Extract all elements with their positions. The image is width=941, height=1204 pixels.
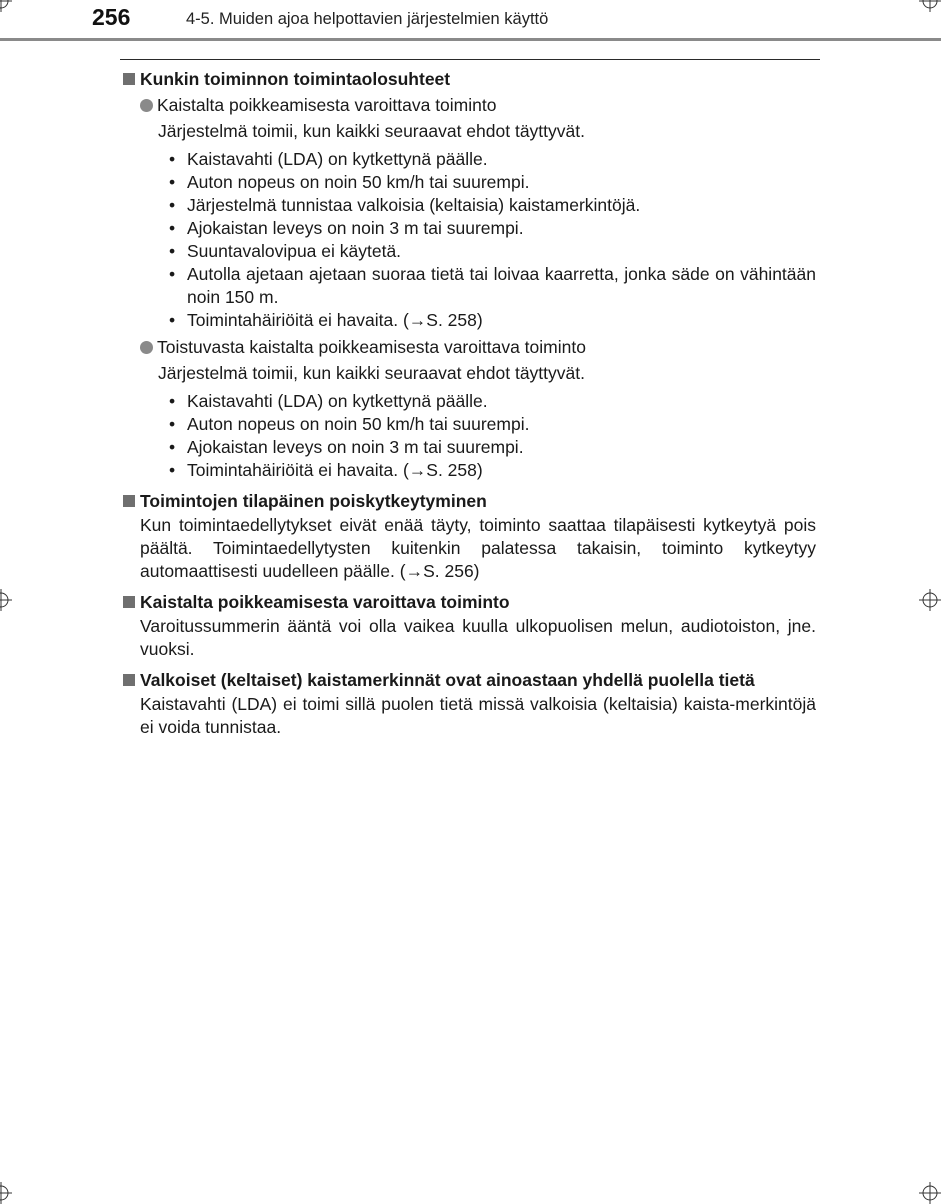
section-heading-text: Valkoiset (keltaiset) kaistamerkinnät ovat ainoastaan yhdellä puolella tietä bbox=[140, 669, 755, 690]
section-heading bbox=[122, 488, 816, 514]
section-operating-conditions bbox=[122, 66, 816, 482]
list-item: • Ajokaistan leveys on noin 3 m tai suurempi. bbox=[168, 436, 816, 459]
subsection-heading-text: Kaistalta poikkeamisesta varoittava toiminto bbox=[157, 94, 497, 115]
bullet-circle-icon bbox=[140, 341, 153, 354]
section-square-icon bbox=[123, 495, 135, 507]
section-paragraph: Kun toimintaedellytykset eivät enää täyty, toiminto saattaa tilapäisesti kytkeytyä pois päältä. Toimintaedellytysten kuitenkin palatessa takaisin, toiminto kytkeytyy automaattisesti uudelleen päälle. (→S. 256) bbox=[140, 515, 816, 581]
list-item: • Suuntavalovipua ei käytetä. bbox=[168, 240, 816, 263]
section-heading-text: Kunkin toiminnon toimintaolosuhteet bbox=[140, 68, 451, 89]
list-item: • Toimintahäiriöitä ei havaita. (→S. 258) bbox=[168, 459, 816, 482]
subsection-heading bbox=[140, 334, 816, 360]
section-paragraph: Varoitussummerin ääntä voi olla vaikea kuulla ulkopuolisen melun, audiotoiston, jne. vuoksi. bbox=[140, 616, 816, 659]
list-item: • Ajokaistan leveys on noin 3 m tai suurempi. bbox=[168, 217, 816, 240]
registration-mark-icon bbox=[919, 589, 941, 611]
section-square-icon bbox=[123, 73, 135, 85]
registration-mark-icon bbox=[919, 1182, 941, 1204]
header-divider bbox=[0, 38, 941, 41]
section-one-side-markings bbox=[122, 667, 816, 739]
subsection-heading-text: Toistuvasta kaistalta poikkeamisesta varoittava toiminto bbox=[157, 336, 586, 357]
section-square-icon bbox=[123, 674, 135, 686]
list-item: • Kaistavahti (LDA) on kytkettynä päälle. bbox=[168, 390, 816, 413]
content-top-divider bbox=[120, 59, 820, 60]
list-item: • Kaistavahti (LDA) on kytkettynä päälle. bbox=[168, 148, 816, 171]
section-heading-text: Toimintojen tilapäinen poiskytkeytyminen bbox=[140, 490, 487, 511]
registration-mark-icon bbox=[0, 589, 12, 611]
section-paragraph: Kaistavahti (LDA) ei toimi sillä puolen tietä missä valkoisia (keltaisia) kaista-merkintöjä ei voida tunnistaa. bbox=[140, 694, 816, 737]
section-temporary-disable bbox=[122, 488, 816, 583]
section-heading bbox=[122, 66, 816, 92]
list-item: • Auton nopeus on noin 50 km/h tai suurempi. bbox=[168, 171, 816, 194]
section-square-icon bbox=[123, 596, 135, 608]
subsection-heading bbox=[140, 92, 816, 118]
list-item: • Autolla ajetaan ajetaan suoraa tietä tai loivaa kaarretta, jonka säde on vähintään noin 150 m. bbox=[168, 263, 816, 309]
list-item: • Järjestelmä tunnistaa valkoisia (keltaisia) kaistamerkintöjä. bbox=[168, 194, 816, 217]
page-number: 256 bbox=[92, 4, 131, 30]
section-heading bbox=[122, 667, 816, 693]
condition-list bbox=[168, 390, 816, 482]
condition-list bbox=[168, 148, 816, 332]
list-item: • Auton nopeus on noin 50 km/h tai suurempi. bbox=[168, 413, 816, 436]
registration-mark-icon bbox=[0, 0, 12, 12]
subsection-intro: Järjestelmä toimii, kun kaikki seuraavat ehdot täyttyvät. bbox=[158, 121, 585, 141]
subsection-intro: Järjestelmä toimii, kun kaikki seuraavat ehdot täyttyvät. bbox=[158, 363, 585, 383]
section-heading bbox=[122, 589, 816, 615]
list-item: • Toimintahäiriöitä ei havaita. (→S. 258) bbox=[168, 309, 816, 332]
bullet-circle-icon bbox=[140, 99, 153, 112]
section-lane-departure-alert bbox=[122, 589, 816, 661]
registration-mark-icon bbox=[0, 1182, 12, 1204]
section-heading-text: Kaistalta poikkeamisesta varoittava toiminto bbox=[140, 591, 510, 612]
page-content bbox=[122, 66, 816, 745]
chapter-title: 4-5. Muiden ajoa helpottavien järjestelmien käyttö bbox=[186, 10, 549, 28]
registration-mark-icon bbox=[919, 0, 941, 12]
